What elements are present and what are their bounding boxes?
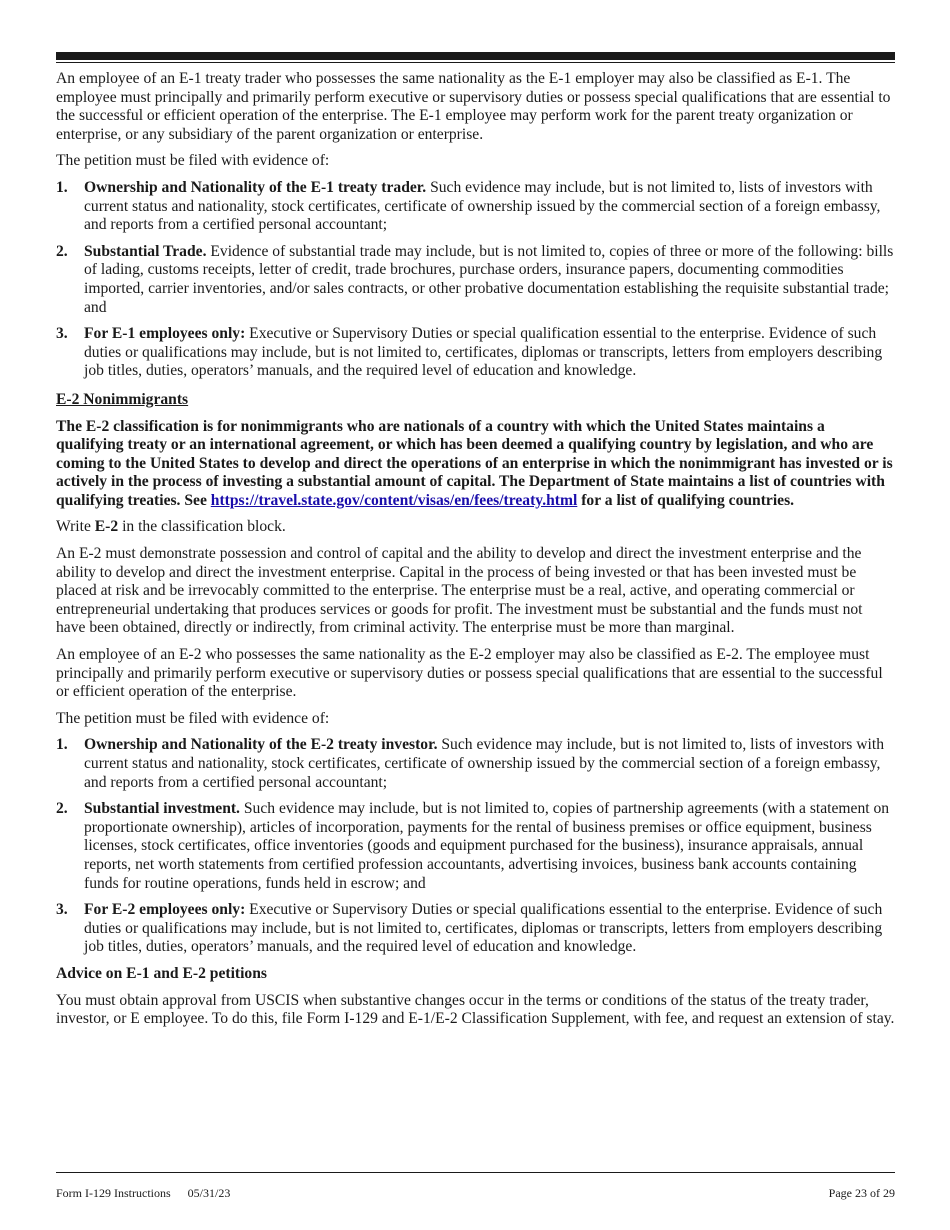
advice-paragraph: You must obtain approval from USCIS when substantive changes occur in the terms or conditions of the status of the treaty trader, investor, or E employee. To do this, file Form I-129 and E-1/E-2 Classification Supplement, with fee, and request an extension of stay.	[56, 991, 895, 1028]
e1-evidence-intro: The petition must be filed with evidence of:	[56, 152, 330, 170]
footer-page-number: Page 23 of 29	[828, 1186, 895, 1200]
e1-list-item	[56, 179, 895, 235]
e1-list-item	[56, 243, 895, 317]
e1-list-item	[56, 325, 895, 381]
page-content	[56, 70, 895, 1037]
e2-list-item	[56, 901, 895, 957]
list-item-text: Such evidence may include, but is not limited to, lists of investors with current status and nationality, stock certificates, certificate of ownership issued by the commercial section of a foreign embassy, and reports from a certified personal accountant;	[84, 736, 884, 791]
footer-date: 05/31/23	[187, 1186, 231, 1200]
footer-form-name: Form I-129 Instructions	[56, 1186, 171, 1200]
e2-list-item	[56, 800, 895, 893]
e1-employee-paragraph: An employee of an E-1 treaty trader who possesses the same nationality as the E-1 employer may also be classified as E-1. The employee must principally and primarily perform executive or supervisory duties or possess special qualifications that are essential to the successful or efficient operation of the enterprise. The E-1 employee may perform work for the parent treaty organization or enterprise, or any subsidiary of the parent organization or enterprise.	[56, 70, 891, 143]
list-item-text: Executive or Supervisory Duties or special qualifications essential to the enterprise. Evidence of such duties or qualifications may include, but is not limited to, certificates, diplomas or transcripts, letters from employers describing job titles, duties, operators’ manuals, and the required level of education and knowledge.	[84, 901, 883, 956]
list-item-title: Ownership and Nationality of the E-1 treaty trader.	[84, 178, 427, 196]
list-item-title: Substantial Trade.	[84, 242, 207, 260]
list-item-text: Such evidence may include, but is not limited to, lists of investors with current status and nationality, stock certificates, certificate of ownership issued by the commercial section of a foreign embassy, and reports from a certified personal accountant;	[84, 178, 881, 234]
e2-list-item	[56, 736, 895, 792]
e2-capital-paragraph: An E-2 must demonstrate possession and control of capital and the ability to develop and direct the investment enterprise and the ability to develop and direct the investment enterprise. Capital in the process of being invested or that has been invested must be placed at risk and be irrevocably committed to the enterprise. The enterprise must be a real, active, and operating commercial or entrepreneurial undertaking that produces services or goods for profit. The investment must be substantial and the funds must not have been obtained, directly or indirectly, from criminal activity. The enterprise must be more than marginal.	[56, 545, 863, 637]
advice-heading: Advice on E-1 and E-2 petitions	[56, 964, 267, 982]
list-item-text: Such evidence may include, but is not limited to, copies of partnership agreements (with a statement on proportionate ownership), articles of incorporation, payments for the rental of business premises or office equipment, business licenses, stock certificates, office inventories (goods and equipment purchased for the business), insurance appraisals, annual reports, net worth statements from certified profession accountants, advertising invoices, business bank accounts containing funds for routine operations, funds held in escrow; and	[84, 800, 890, 892]
list-number: 2.	[56, 242, 68, 260]
list-number: 3.	[56, 901, 68, 919]
footer-rule	[56, 1172, 895, 1173]
list-item-title: Substantial investment.	[84, 800, 240, 818]
e2-intro-paragraph: The E-2 classification is for nonimmigrants who are nationals of a country with which the United States maintains a qualifying treaty or an international agreement, or which has been deemed a qualifying country by legislation, and who are coming to the United States to develop and direct the operations of an enterprise in which the nonimmigrant has invested or is actively in the process of investing a substantial amount of capital. The Department of State maintains a list of countries with qualifying treaties. See https://travel.state.gov/content/visas/en/fees/treaty.html for a list of qualifying countries.	[56, 417, 893, 509]
classification-code: E-2	[94, 518, 119, 536]
list-item-title: For E-1 employees only:	[84, 325, 246, 343]
list-item-text: Evidence of substantial trade may include, but is not limited to, copies of three or more of the following: bills of lading, customs receipts, letter of credit, trade brochures, purchase orders, insurance papers, documenting commodities imported, carrier inventories, and/or sales contracts, or other probative documentation establishing the requisite substantial trade; and	[84, 242, 894, 316]
e2-write-instruction: Write E-2 in the classification block.	[56, 518, 286, 536]
list-number: 1.	[56, 736, 68, 754]
list-item-text: Executive or Supervisory Duties or special qualification essential to the enterprise. Evidence of such duties or qualifications may include, but is not limited to, certificates, diplomas or transcripts, letters from employers describing job titles, duties, operators’ manuals, and the required level of education and knowledge.	[84, 325, 883, 380]
e2-evidence-intro: The petition must be filed with evidence of:	[56, 709, 330, 727]
page-footer	[56, 1186, 895, 1201]
list-item-title: Ownership and Nationality of the E-2 treaty investor.	[84, 736, 438, 754]
treaty-countries-link[interactable]: https://travel.state.gov/content/visas/en/fees/treaty.html	[210, 491, 578, 509]
list-number: 2.	[56, 800, 68, 818]
list-number: 1.	[56, 178, 68, 196]
list-item-title: For E-2 employees only:	[84, 901, 246, 919]
e2-section-heading: E-2 Nonimmigrants	[56, 390, 189, 408]
e2-employee-paragraph: An employee of an E-2 who possesses the same nationality as the E-2 employer may also be classified as E-2. The employee must principally and primarily perform executive or supervisory duties or possess special qualifications that are essential to the successful or efficient operation of the enterprise.	[56, 646, 883, 701]
list-number: 3.	[56, 325, 68, 343]
top-rule	[56, 52, 895, 60]
top-rule-thin	[56, 62, 895, 63]
